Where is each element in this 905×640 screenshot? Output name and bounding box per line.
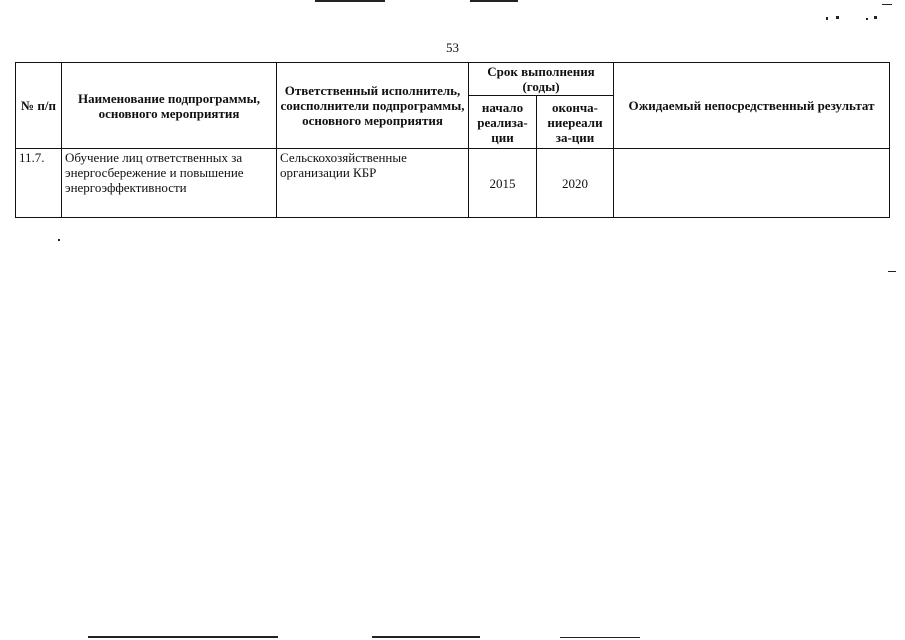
row-name: Обучение лиц ответственных за энергосбережение и повышение энергоэффективности [62, 149, 277, 218]
table-header [16, 63, 890, 149]
header-responsible: Ответственный исполнитель, соисполнители подпрограммы, основного мероприятия [277, 63, 469, 149]
scan-mark-top-mid [470, 0, 518, 2]
program-table [15, 62, 890, 218]
table-row [16, 149, 890, 218]
scan-mark-top-right [882, 4, 892, 5]
header-term-start: начало реализа-ции [469, 96, 537, 149]
page-number: 53 [446, 40, 459, 55]
header-num: № п/п [16, 63, 62, 149]
scan-mark-top-left [315, 0, 385, 2]
header-result: Ожидаемый непосредственный результат [614, 63, 890, 149]
scan-mark-bottom-mid [372, 636, 480, 638]
scan-mark-dot-right [888, 271, 896, 272]
row-start-year: 2015 [469, 149, 537, 218]
scan-mark-dot-left [58, 239, 60, 241]
header-row-top [16, 63, 890, 96]
scan-mark-bottom-left [88, 636, 278, 638]
row-responsible: Сельскохозяйственные организации КБР [277, 149, 469, 218]
header-term: Срок выполнения (годы) [469, 63, 614, 96]
table-body [16, 149, 890, 218]
scan-mark-corner-c [866, 18, 868, 20]
header-term-end: оконча-ниереали за-ции [537, 96, 614, 149]
row-end-year: 2020 [537, 149, 614, 218]
row-num: 11.7. [16, 149, 62, 218]
row-result [614, 149, 890, 218]
scan-mark-bottom-right [560, 637, 640, 638]
header-name: Наименование подпрограммы, основного мероприятия [62, 63, 277, 149]
scan-mark-corner-a [826, 17, 828, 20]
scan-mark-corner-d [874, 16, 877, 19]
scan-mark-corner-b [836, 16, 839, 19]
